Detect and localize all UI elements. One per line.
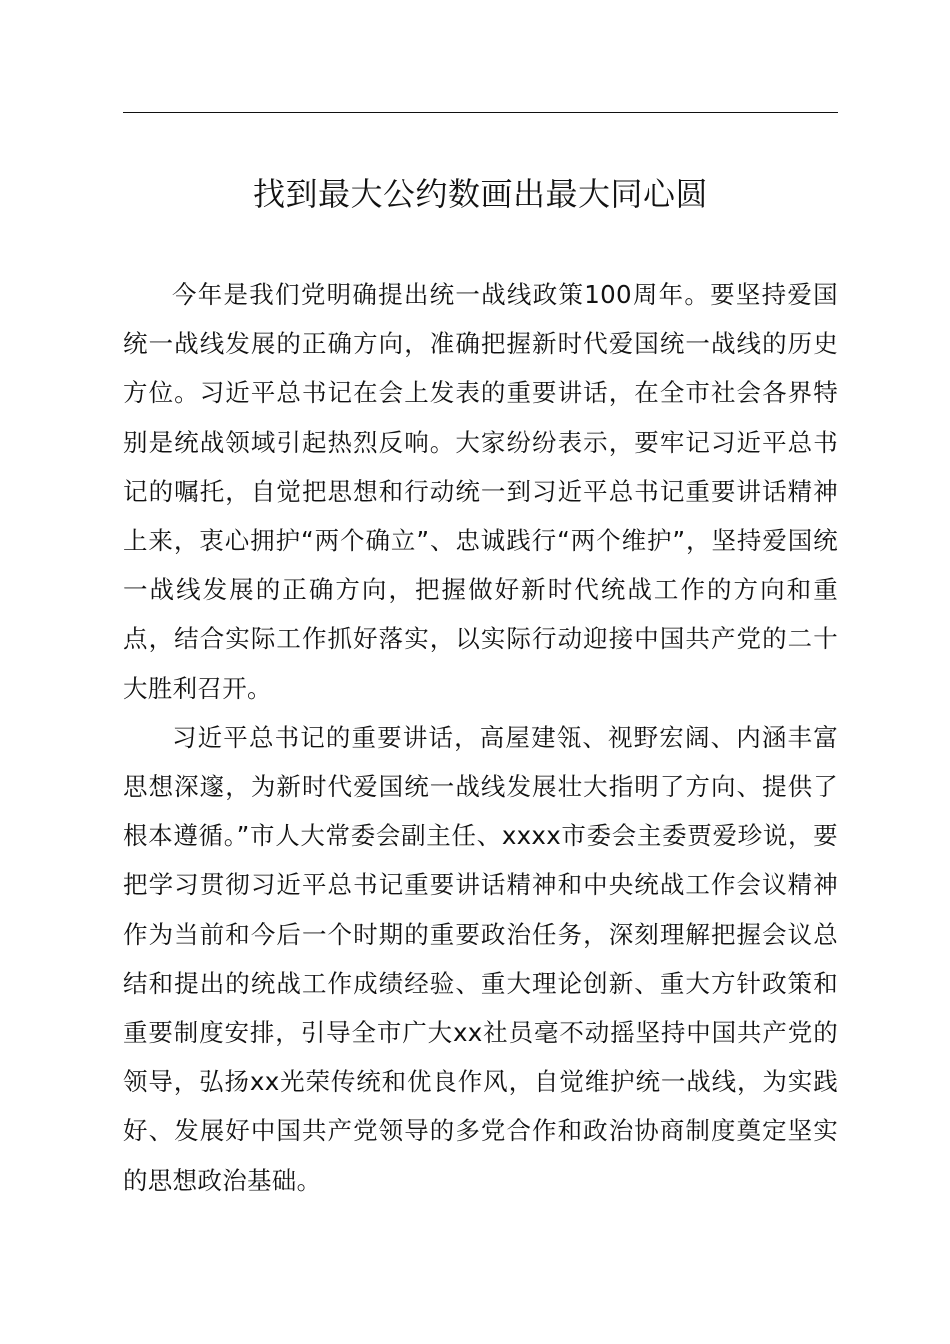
paragraph-1: 今年是我们党明确提出统一战线政策100周年。要坚持爱国统一战线发展的正确方向，准确把握新时代爱国统一战线的历史方位。习近平总书记在会上发表的重要讲话，在全市社会各界特别是统战领域引起热烈反响。大家纷纷表示，要牢记习近平总书记的嘱托，自觉把思想和行动统一到习近平总书记重要讲话精神上来，衷心拥护“两个确立”、忠诚践行“两个维护”，坚持爱国统一战线发展的正确方向，把握做好新时代统战工作的方向和重点，结合实际工作抓好落实，以实际行动迎接中国共产党的二十大胜利召开。 bbox=[123, 280, 838, 703]
header-rule bbox=[123, 112, 838, 113]
paragraph-2: 习近平总书记的重要讲话，高屋建瓴、视野宏阔、内涵丰富思想深邃，为新时代爱国统一战线发展壮大指明了方向、提供了根本遵循。”市人大常委会副主任、xxxx市委会主委贾爱珍说，要把学习贯彻习近平总书记重要讲话精神和中央统战工作会议精神作为当前和今后一个时期的重要政治任务，深刻理解把握会议总结和提出的统战工作成绩经验、重大理论创新、重大方针政策和重要制度安排，引导全市广大xx社员毫不动摇坚持中国共产党的领导，弘扬xx光荣传统和优良作风，自觉维护统一战线，为实践好、发展好中国共产党领导的多党合作和政治协商制度奠定坚实的思想政治基础。 bbox=[123, 722, 838, 1195]
document-body bbox=[123, 270, 838, 1205]
document-title: 找到最大公约数画出最大同心圆 bbox=[252, 175, 708, 213]
